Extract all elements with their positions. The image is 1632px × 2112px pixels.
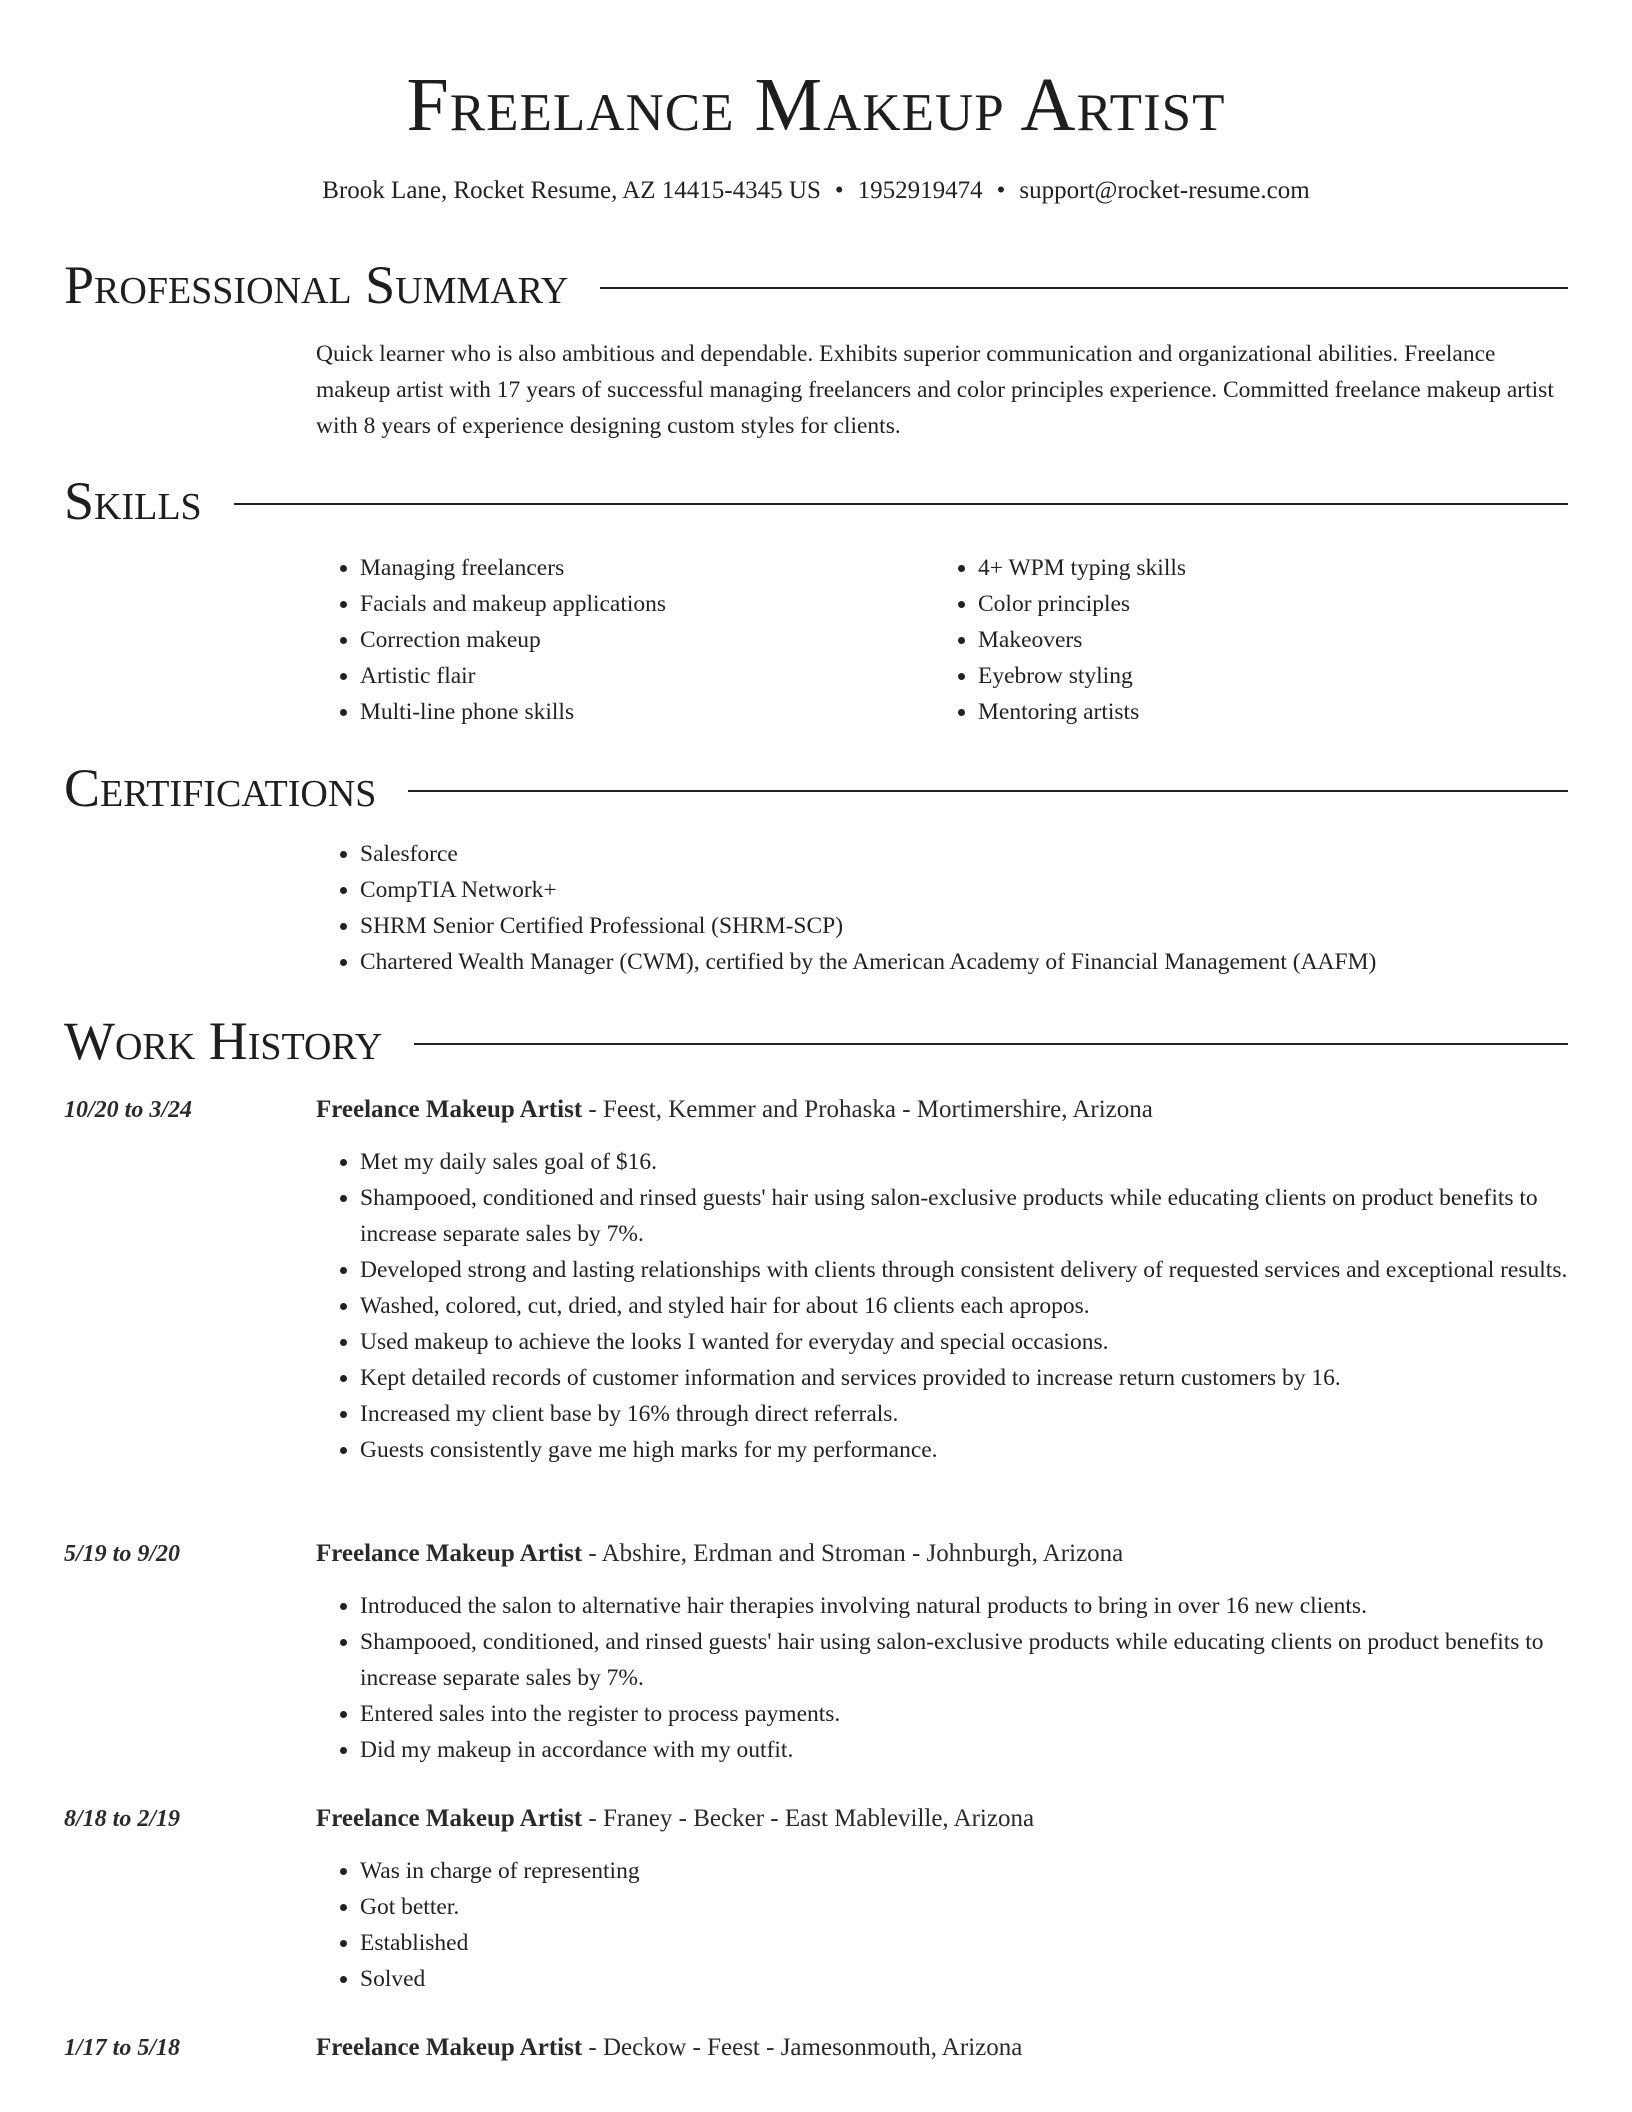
skill-item: • Eyebrow styling bbox=[978, 658, 1552, 694]
skills-list bbox=[316, 550, 1568, 730]
job-title: Freelance Makeup Artist bbox=[316, 1540, 583, 1567]
job-dates: 5/19 to 9/20 bbox=[64, 1541, 181, 1567]
job-entry bbox=[64, 2030, 1568, 2066]
job-employer-location: - Deckow - Feest - Jamesonmouth, Arizona bbox=[582, 2034, 1023, 2061]
job-bullet: • Guests consistently gave me high marks for my performance. bbox=[360, 1432, 1568, 1468]
section-divider bbox=[600, 287, 1568, 289]
job-bullet: • Shampooed, conditioned and rinsed guests' hair using salon-exclusive products while educating clients on product benefits to increase separate sales by 7%. bbox=[360, 1180, 1568, 1252]
job-bullet: • Established bbox=[360, 1925, 1568, 1961]
work-history-heading: Work History bbox=[64, 1011, 383, 1071]
job-title: Freelance Makeup Artist bbox=[316, 2034, 583, 2061]
job-bullets bbox=[316, 1144, 1568, 1468]
section-divider bbox=[408, 790, 1568, 792]
summary-heading: Professional Summary bbox=[64, 255, 569, 315]
job-entry bbox=[64, 1801, 1568, 1997]
job-bullet: • Washed, colored, cut, dried, and styled hair for about 16 clients each apropos. bbox=[360, 1288, 1568, 1324]
skill-item: • Multi-line phone skills bbox=[360, 694, 934, 730]
job-bullets bbox=[316, 1588, 1568, 1768]
work-history-section-header bbox=[64, 1008, 1568, 1074]
job-bullet: • Used makeup to achieve the looks I wanted for everyday and special occasions. bbox=[360, 1324, 1568, 1360]
job-employer-location: - Abshire, Erdman and Stroman - Johnburgh, Arizona bbox=[582, 1540, 1124, 1567]
job-employer-location: - Feest, Kemmer and Prohaska - Mortimershire, Arizona bbox=[582, 1096, 1153, 1123]
certifications-section-header bbox=[64, 755, 1568, 821]
skill-item: • Makeovers bbox=[978, 622, 1552, 658]
skills-heading: Skills bbox=[64, 471, 202, 531]
certification-item: • Chartered Wealth Manager (CWM), certified by the American Academy of Financial Management (AAFM) bbox=[360, 944, 1568, 980]
skill-item: • Facials and makeup applications bbox=[360, 586, 934, 622]
job-bullet: • Met my daily sales goal of $16. bbox=[360, 1144, 1568, 1180]
contact-separator: • bbox=[834, 177, 844, 204]
job-employer-location: - Franey - Becker - East Mableville, Arizona bbox=[582, 1805, 1035, 1832]
job-bullet: • Got better. bbox=[360, 1889, 1568, 1925]
skill-item: • Correction makeup bbox=[360, 622, 934, 658]
job-bullet: • Introduced the salon to alternative hair therapies involving natural products to bring in over 16 new clients. bbox=[360, 1588, 1568, 1624]
skill-item: • 4+ WPM typing skills bbox=[978, 550, 1552, 586]
skill-item: • Managing freelancers bbox=[360, 550, 934, 586]
job-heading bbox=[316, 1536, 1123, 1572]
candidate-name: Freelance Makeup Artist bbox=[406, 63, 1226, 147]
job-dates: 1/17 to 5/18 bbox=[64, 2035, 181, 2061]
skill-item: • Mentoring artists bbox=[978, 694, 1552, 730]
job-bullets bbox=[316, 1853, 1568, 1997]
certification-item: • CompTIA Network+ bbox=[360, 872, 1568, 908]
skills-section-header bbox=[64, 468, 1568, 534]
job-dates: 10/20 to 3/24 bbox=[64, 1097, 193, 1123]
job-heading bbox=[316, 1092, 1153, 1128]
job-entry bbox=[64, 1092, 1568, 1468]
job-bullet: • Shampooed, conditioned, and rinsed guests' hair using salon-exclusive products while educating clients on product benefits to increase separate sales by 7%. bbox=[360, 1624, 1568, 1696]
contact-phone: 1952919474 bbox=[857, 177, 983, 204]
job-bullet: • Was in charge of representing bbox=[360, 1853, 1568, 1889]
job-title: Freelance Makeup Artist bbox=[316, 1805, 583, 1832]
certification-item: • Salesforce bbox=[360, 836, 1568, 872]
job-entry bbox=[64, 1536, 1568, 1768]
certifications-heading: Certifications bbox=[64, 758, 377, 818]
section-divider bbox=[234, 503, 1568, 505]
summary-text: Quick learner who is also ambitious and dependable. Exhibits superior communication and organizational abilities. Freelance makeup artist with 17 years of successful managing freelancers and color principles experience. Committed freelance makeup artist with 8 years of experience designing custom styles for clients. bbox=[316, 341, 1554, 439]
job-dates: 8/18 to 2/19 bbox=[64, 1806, 181, 1832]
contact-email: support@rocket-resume.com bbox=[1019, 177, 1310, 204]
section-divider bbox=[414, 1043, 1568, 1045]
summary-section-header bbox=[64, 252, 1568, 318]
job-heading bbox=[316, 1801, 1034, 1837]
job-heading bbox=[316, 2030, 1022, 2066]
skill-item: • Artistic flair bbox=[360, 658, 934, 694]
certifications-list bbox=[316, 836, 1568, 980]
job-bullet: • Entered sales into the register to process payments. bbox=[360, 1696, 1568, 1732]
skill-item: • Color principles bbox=[978, 586, 1552, 622]
contact-address: Brook Lane, Rocket Resume, AZ 14415-4345 US bbox=[322, 177, 821, 204]
contact-line bbox=[0, 174, 1632, 208]
job-bullet: • Developed strong and lasting relationships with clients through consistent delivery of requested services and exceptional results. bbox=[360, 1252, 1568, 1288]
job-title: Freelance Makeup Artist bbox=[316, 1096, 583, 1123]
certification-item: • SHRM Senior Certified Professional (SHRM-SCP) bbox=[360, 908, 1568, 944]
contact-separator: • bbox=[996, 177, 1006, 204]
skills-column-right bbox=[934, 550, 1552, 730]
skills-column-left bbox=[316, 550, 934, 730]
job-bullet: • Did my makeup in accordance with my outfit. bbox=[360, 1732, 1568, 1768]
job-bullet: • Solved bbox=[360, 1961, 1568, 1997]
job-bullet: • Increased my client base by 16% through direct referrals. bbox=[360, 1396, 1568, 1432]
job-bullet: • Kept detailed records of customer information and services provided to increase return customers by 16. bbox=[360, 1360, 1568, 1396]
